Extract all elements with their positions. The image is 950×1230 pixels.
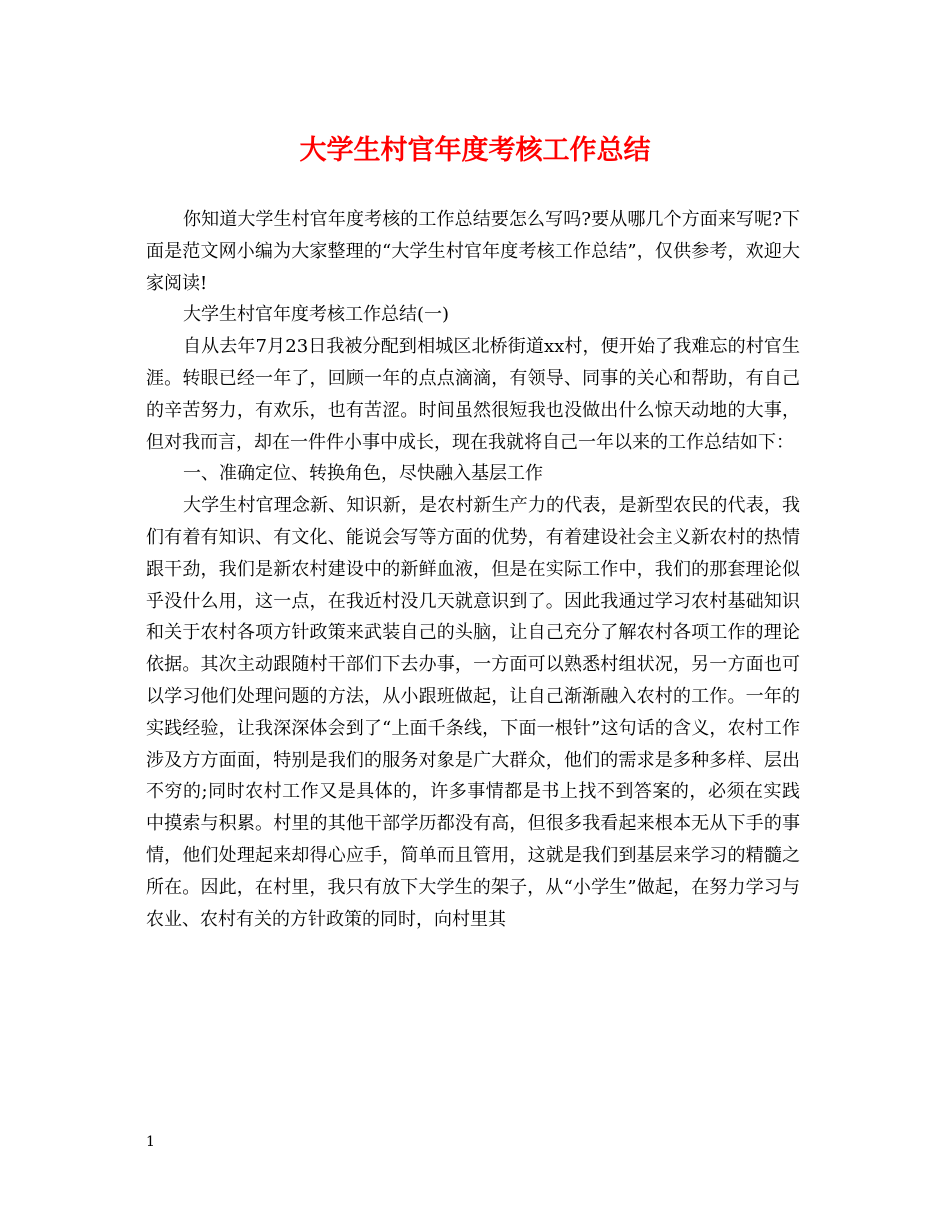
- paragraph-opening: 自从去年7月23日我被分配到相城区北桥街道xx村，便开始了我难忘的村官生涯。转眼已经一年了，回顾一年的点点滴滴，有领导、同事的关心和帮助，有自己的辛苦努力，有欢乐，也有苦涩。时间虽然很短我也没做出什么惊天动地的大事，但对我而言，却在一件件小事中成长，现在我就将自己一年以来的工作总结如下：: [146, 336, 800, 453]
- document-body: [146, 204, 800, 935]
- page-number: 1: [146, 1134, 155, 1150]
- paragraph-subheading: 一、准确定位、转换角色，尽快融入基层工作: [183, 463, 543, 485]
- paragraph-section-heading: 大学生村官年度考核工作总结(一): [183, 304, 450, 326]
- document-title: 大学生村官年度考核工作总结: [299, 135, 651, 166]
- paragraph-intro: 你知道大学生村官年度考核的工作总结要怎么写吗?要从哪几个方面来写呢?下面是范文网小编为大家整理的“大学生村官年度考核工作总结”，仅供参考，欢迎大家阅读!: [146, 209, 800, 294]
- paragraph-main: 大学生村官理念新、知识新，是农村新生产力的代表，是新型农民的代表，我们有着有知识、有文化、能说会写等方面的优势，有着建设社会主义新农村的热情跟干劲，我们是新农村建设中的新鲜血液，但是在实际工作中，我们的那套理论似乎没什么用，这一点，在我近村没几天就意识到了。因此我通过学习农村基础知识和关于农村各项方针政策来武装自己的头脑，让自己充分了解农村各项工作的理论依据。其次主动跟随村干部们下去办事，一方面可以熟悉村组状况，另一方面也可以学习他们处理问题的方法，从小跟班做起，让自己渐渐融入农村的工作。一年的实践经验，让我深深体会到了“上面千条线，下面一根针”这句话的含义，农村工作涉及方方面面，特别是我们的服务对象是广大群众，他们的需求是多种多样、层出不穷的;同时农村工作又是具体的，许多事情都是书上找不到答案的，必须在实践中摸索与积累。村里的其他干部学历都没有高，但很多我看起来根本无从下手的事情，他们处理起来却得心应手，简单而且管用，这就是我们到基层来学习的精髓之所在。因此，在村里，我只有放下大学生的架子，从“小学生”做起，在努力学习与农业、农村有关的方针政策的同时，向村里其: [146, 495, 800, 930]
